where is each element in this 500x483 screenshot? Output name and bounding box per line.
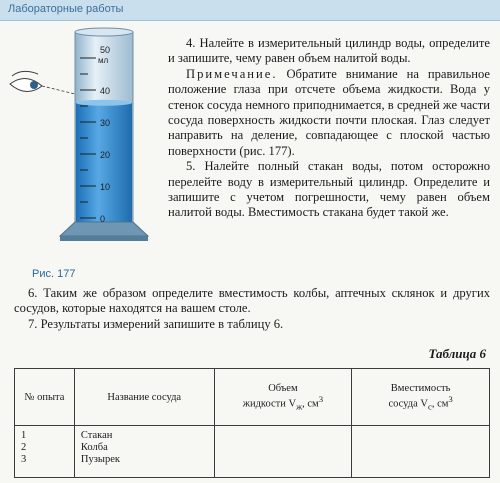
section-title: Лабораторные работы [8,3,124,15]
water-surface [76,100,132,106]
cylinder-foot [60,236,148,241]
instructions-full-width [14,286,490,332]
note-label: Примечание. [186,66,278,81]
step-4: 4. Налейте в измерительный цилиндр воды, определите и запишите, чему равен объем налитой воды. [168,36,490,66]
liquid-volume-cell [214,426,352,478]
scale-label-30: 30 [100,118,111,128]
cylinder-rim [75,28,133,36]
measuring-cylinder-illustration [0,22,180,272]
instructions-right-column [168,36,490,221]
note-paragraph [168,67,490,159]
scale-label-40: 40 [100,86,111,96]
table-header-row [15,369,490,426]
scale-label-50: 50 [100,45,111,55]
header-vessel-name: Название сосуда [74,369,214,426]
figure-caption: Рис. 177 [32,268,76,280]
step-5: 5. Налейте полный стакан воды, потом осторожно перелейте воду в измерительный цилиндр. Определите и запишите с учетом погрешности, чему равен объем налитой воды. Вместимость стакана будет такой же. [168,159,490,220]
scale-label-0: 0 [100,214,106,224]
scale-label-20: 20 [100,150,111,160]
note-text: Обратите внимание на правильное положение глаза при отсчете объема жидкости. Вода у стенок сосуда немного приподнимается, в средней же части сосуда поверхность жидкости почти плоская. Глаз следует направить на деление, совпадающее с плоской частью поверхности (рис. 177). [168,66,490,158]
header-liquid-volume: Объем жидкости $V_ж$, $см^3$ [214,369,352,426]
step-7: 7. Результаты измерений запишите в таблицу 6. [28,316,284,331]
table-row [15,426,490,478]
vessel-capacity-cell [352,426,490,478]
cylinder-base [60,222,148,236]
page-header [0,0,500,21]
experiment-numbers-cell: 1 2 3 [15,426,75,478]
scale-label-10: 10 [100,182,111,192]
scale-unit-label: мл [98,56,109,65]
vessel-names-cell: Стакан Колба Пузырек [74,426,214,478]
results-table [14,368,490,478]
figure-177 [0,22,180,280]
eye-icon [10,71,75,94]
header-experiment-number: № опыта [15,369,75,426]
step-6: 6. Таким же образом определите вместимость колбы, аптечных склянок и других сосудов, которые находятся на вашем столе. [14,286,490,316]
header-vessel-capacity: Вместимость сосуда $V_с$, $см^3$ [352,369,490,426]
table-title: Таблица 6 [428,346,486,361]
